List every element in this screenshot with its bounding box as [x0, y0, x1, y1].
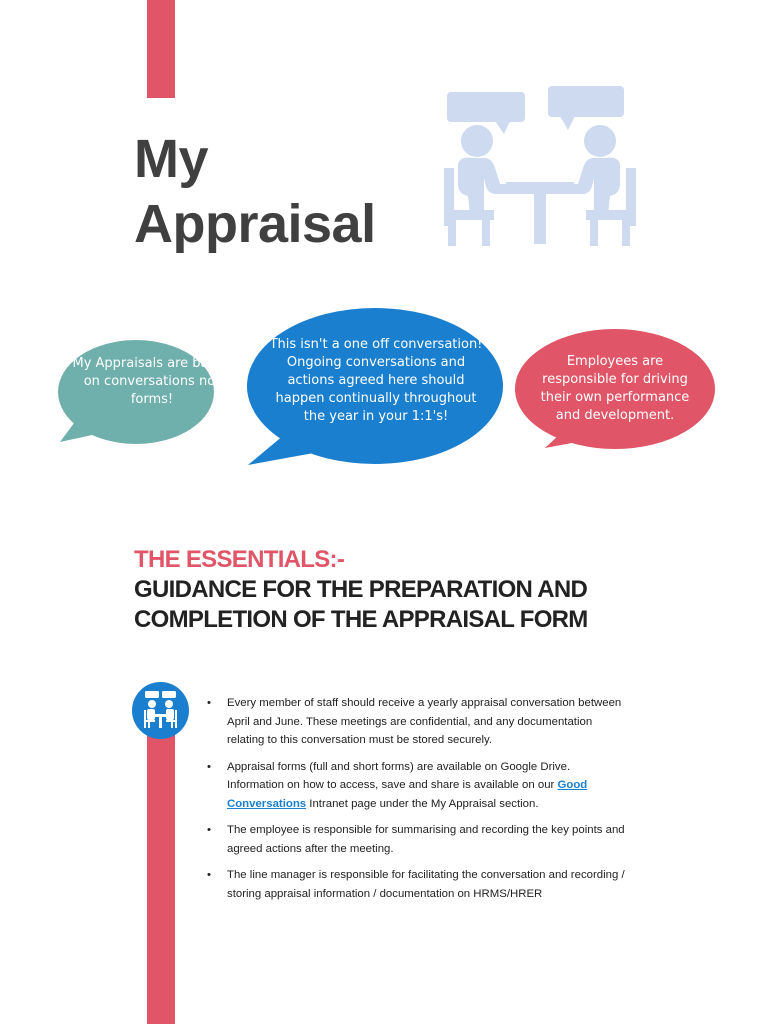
section-subheading-line-1: GUIDANCE FOR THE PREPARATION AND: [134, 576, 588, 603]
list-item: [207, 866, 627, 903]
essentials-list: [207, 694, 627, 911]
list-item-text: Appraisal forms (full and short forms) are available on Google Drive. Information on how to access, save and share is available on our: [227, 760, 571, 791]
section-subheading-line-2: COMPLETION OF THE APPRAISAL FORM: [134, 606, 588, 633]
meeting-illustration-icon: [440, 86, 640, 248]
list-item-text: Intranet page under the My Appraisal section.: [306, 797, 539, 810]
decorative-bar-bottom: [147, 700, 175, 1024]
list-item: [207, 758, 627, 814]
list-item-text: Every member of staff should receive a yearly appraisal conversation between April and June. These meetings are confidential, and any documentation relating to this conversation must be stored securely.: [227, 697, 622, 746]
list-item: [207, 694, 627, 750]
bullet-marker: •: [207, 824, 211, 836]
bullet-marker: •: [207, 869, 211, 881]
page-title-line-2: Appraisal: [134, 194, 376, 254]
list-item-text: The line manager is responsible for facilitating the conversation and recording / storing appraisal information / documentation on HRMS/HRER: [227, 869, 625, 900]
bubble-text-blue: This isn't a one off conversation! Ongoing conversations and actions agreed here should happen continually throughout the year in your 1:1's!: [269, 337, 483, 424]
bubble-text-pink: Employees are responsible for driving their own performance and development.: [540, 354, 690, 423]
section-heading-essentials: THE ESSENTIALS:-: [134, 546, 345, 573]
good-conversations-link[interactable]: Good Conversations: [227, 779, 588, 810]
bullet-marker: •: [207, 697, 211, 709]
decorative-bar-top: [147, 0, 175, 98]
list-item-text: The employee is responsible for summarising and recording the key points and agreed actions after the meeting.: [227, 824, 625, 855]
bullet-marker: •: [207, 760, 211, 773]
list-item: [207, 821, 627, 858]
meeting-circle-icon: [132, 682, 189, 739]
page-title-line-1: My: [134, 129, 209, 189]
bubble-text-teal: My Appraisals are based on conversations not forms!: [72, 356, 232, 407]
